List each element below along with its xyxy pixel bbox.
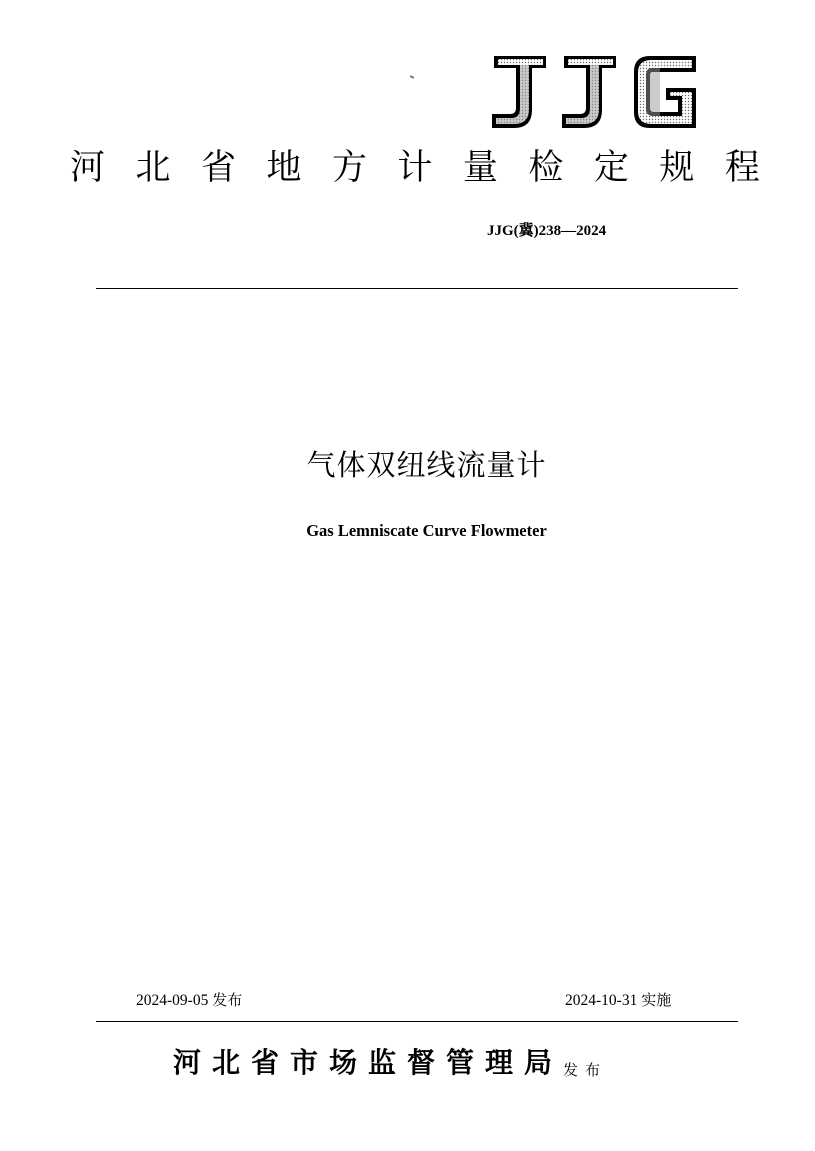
standard-code: JJG(冀)238—2024 bbox=[487, 223, 607, 239]
publisher-issued-label: 发布 bbox=[563, 1061, 608, 1079]
issue-label: 发布 bbox=[212, 991, 243, 1009]
jjg-logo-icon bbox=[488, 52, 700, 132]
logo-letter-j1 bbox=[492, 56, 546, 128]
effective-date: 2024-10-31 bbox=[565, 992, 638, 1009]
publisher-name: 河北省市场监督管理局 bbox=[173, 1046, 564, 1079]
series-title-char: 检 bbox=[528, 148, 564, 188]
series-title-char: 河 bbox=[70, 148, 106, 188]
stray-mark bbox=[410, 75, 414, 79]
top-divider bbox=[96, 288, 738, 289]
series-title-char: 方 bbox=[331, 148, 367, 188]
document-title-cn: 气体双纽线流量计 bbox=[306, 448, 547, 482]
series-title-char: 地 bbox=[266, 148, 302, 188]
effective-label: 实施 bbox=[641, 991, 672, 1009]
series-title-char: 计 bbox=[397, 148, 433, 188]
series-title-char: 规 bbox=[659, 148, 695, 188]
series-title-char: 定 bbox=[593, 148, 629, 188]
series-title bbox=[70, 146, 760, 190]
document-title-en: Gas Lemniscate Curve Flowmeter bbox=[306, 521, 547, 540]
logo-letter-j2 bbox=[562, 56, 616, 128]
effective-date-line bbox=[565, 990, 671, 1011]
series-title-char: 省 bbox=[200, 148, 236, 188]
bottom-divider bbox=[96, 1021, 738, 1022]
issue-date-line bbox=[136, 990, 242, 1011]
logo-letter-g bbox=[634, 56, 696, 128]
publisher-line bbox=[173, 1043, 607, 1083]
series-title-char: 程 bbox=[724, 148, 760, 188]
series-title-char: 量 bbox=[462, 148, 498, 188]
issue-date: 2024-09-05 bbox=[136, 992, 209, 1009]
series-title-char: 北 bbox=[135, 148, 171, 188]
